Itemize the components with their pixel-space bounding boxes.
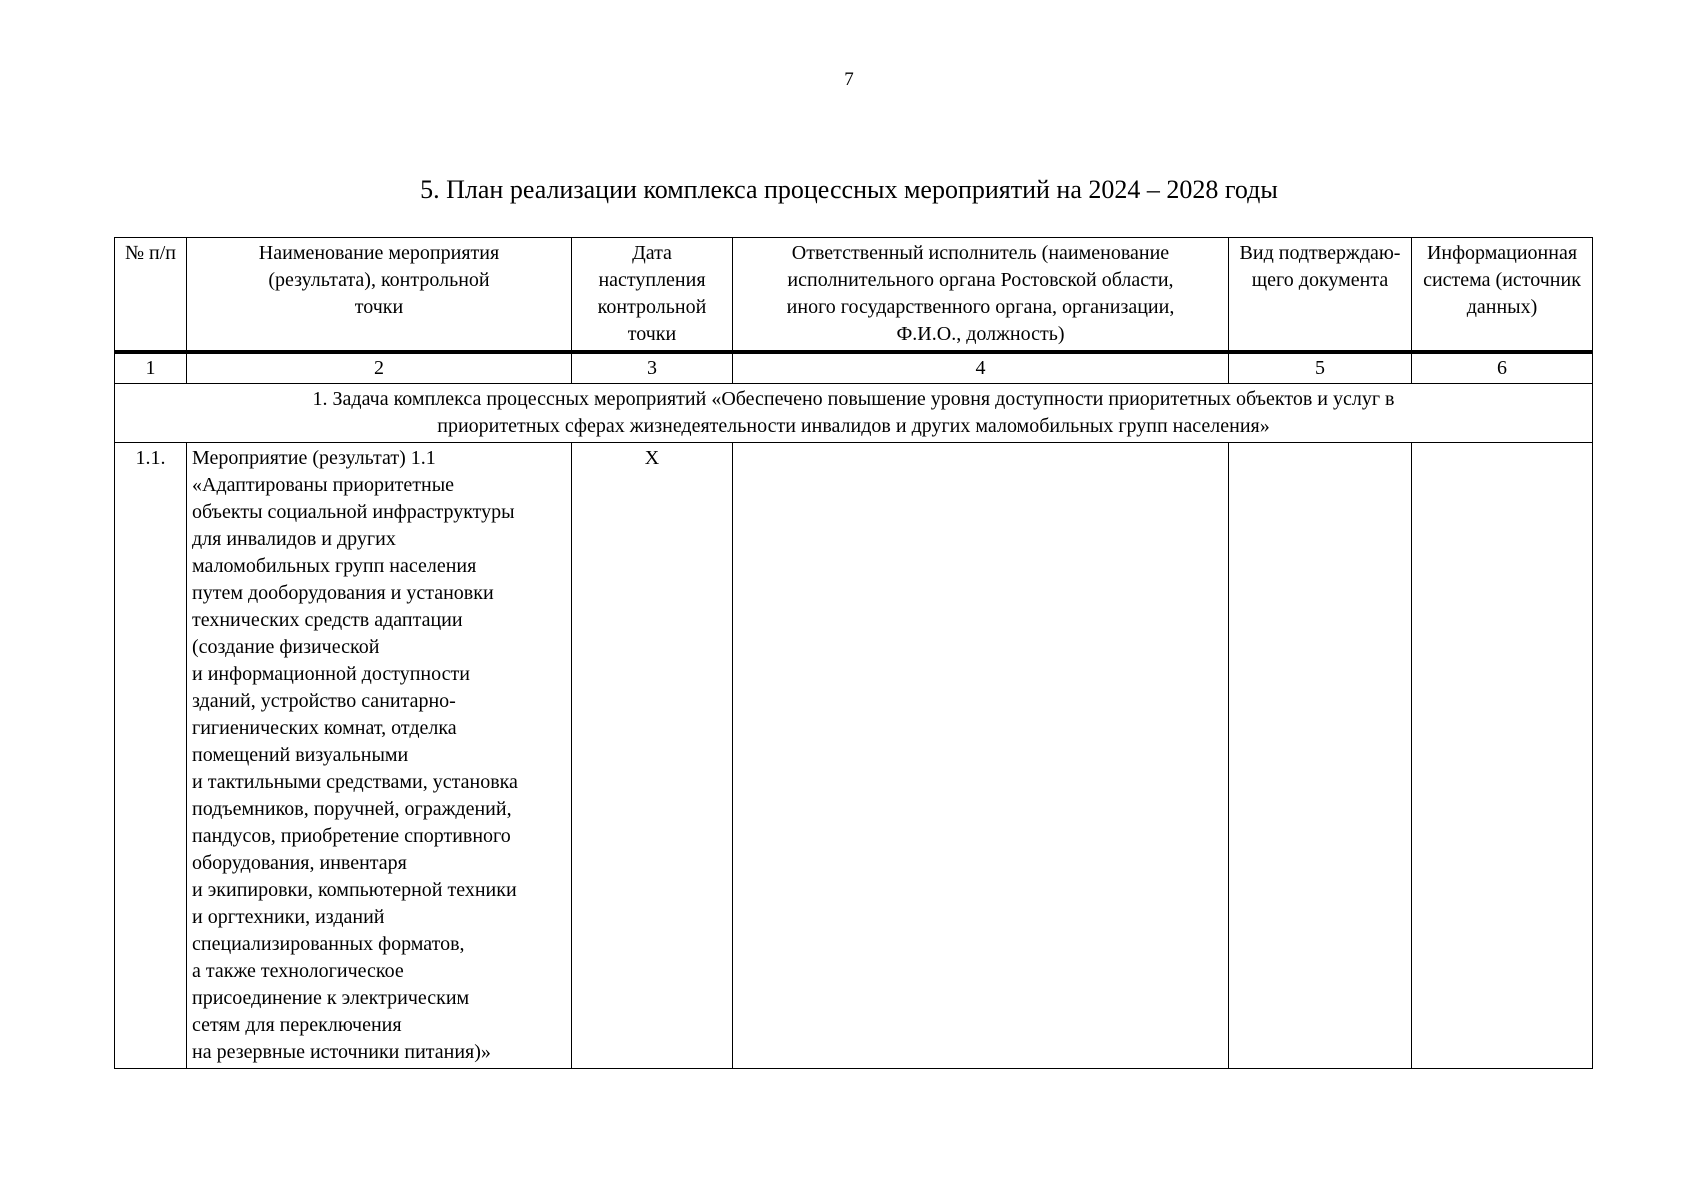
activity-name: Мероприятие (результат) 1.1 «Адаптированы приоритетные объекты социальной инфраструктуры для инвалидов и других маломобильных групп населения путем дооборудования и установки технических средств адаптации (создание физической и информационной доступности зданий, устройство санитарно- гигиенических комнат, отделка помещений визуальными и тактильными средствами, установка подъемников, поручней, ограждений, пандусов, приобретение спортивного оборудования, инвентаря и экипировки, компьютерной техники и оргтехники, изданий специализированных форматов, а также технологическое присоединение к электрическим сетям для переключения на резервные источники питания)» (187, 443, 572, 1069)
table-row (115, 443, 1593, 1069)
row-number: 1.1. (115, 443, 187, 1069)
plan-table (114, 237, 1593, 1069)
header-activity-name: Наименование мероприятия (результата), контрольной точки (187, 238, 572, 353)
task-heading: 1. Задача комплекса процессных мероприятий «Обеспечено повышение уровня доступности приоритетных объектов и услуг в приоритетных сферах жизнедеятельности инвалидов и других маломобильных групп населения» (115, 384, 1593, 443)
control-point-date: Х (572, 443, 733, 1069)
table-header-row (115, 238, 1593, 353)
info-system (1412, 443, 1593, 1069)
column-number: 6 (1412, 352, 1593, 384)
column-number: 1 (115, 352, 187, 384)
page-number: 7 (844, 69, 854, 90)
column-number: 4 (733, 352, 1229, 384)
column-number: 2 (187, 352, 572, 384)
header-date: Дата наступления контрольной точки (572, 238, 733, 353)
task-row (115, 384, 1593, 443)
confirming-document (1229, 443, 1412, 1069)
responsible-executor (733, 443, 1229, 1069)
header-number: № п/п (115, 238, 187, 353)
header-document: Вид подтверждаю-щего документа (1229, 238, 1412, 353)
header-responsible: Ответственный исполнитель (наименование исполнительного органа Ростовской области, иного государственного органа, организации, Ф.И.О., должность) (733, 238, 1229, 353)
header-info-system: Информационная система (источник данных) (1412, 238, 1593, 353)
column-number: 3 (572, 352, 733, 384)
column-number: 5 (1229, 352, 1412, 384)
column-number-row (115, 352, 1593, 384)
page-title: 5. План реализации комплекса процессных мероприятий на 2024 – 2028 годы (420, 175, 1278, 204)
